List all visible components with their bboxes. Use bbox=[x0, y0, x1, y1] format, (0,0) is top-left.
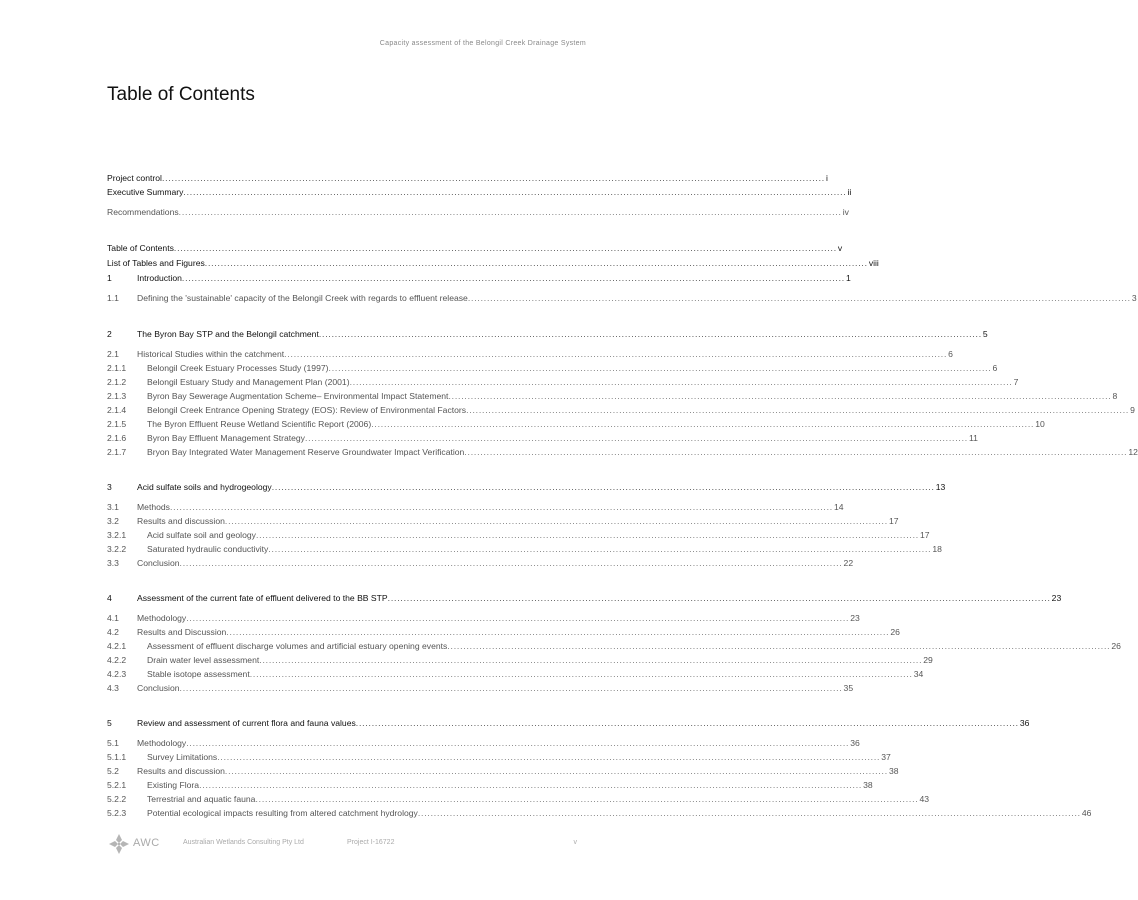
toc-entry-number: 2 bbox=[107, 329, 112, 339]
toc-entry-number: 5.1 bbox=[107, 738, 119, 748]
toc-entry-title: Review and assessment of current flora and fauna values bbox=[137, 718, 356, 728]
toc-entry-title: Belongil Creek Estuary Processes Study (1997) bbox=[147, 363, 329, 373]
toc-entry-title: Acid sulfate soils and hydrogeology bbox=[137, 482, 272, 492]
page-title: Table of Contents bbox=[107, 84, 255, 105]
toc-entry-title: Byron Bay Effluent Management Strategy bbox=[147, 433, 305, 443]
toc-leader-dots bbox=[179, 206, 842, 219]
toc-entry[interactable] bbox=[107, 751, 891, 764]
toc-entry-number: 5.2.2 bbox=[107, 794, 127, 804]
toc-leader-dots bbox=[464, 446, 1127, 459]
toc-entry-number: 4.2 bbox=[107, 627, 119, 637]
toc-entry-title: Results and discussion bbox=[137, 516, 225, 526]
toc-leader-dots bbox=[199, 779, 862, 792]
toc-entry[interactable] bbox=[107, 362, 998, 375]
toc-entry-title: Conclusion bbox=[137, 558, 180, 568]
toc-entry-page: 17 bbox=[919, 530, 930, 540]
toc-leader-dots bbox=[447, 640, 1110, 653]
toc-leader-dots bbox=[466, 404, 1129, 417]
toc-entry-number: 5.2.3 bbox=[107, 808, 127, 818]
toc-entry-page: viii bbox=[868, 258, 879, 268]
toc-entry-title: Recommendations bbox=[107, 207, 179, 217]
toc-entry[interactable] bbox=[107, 257, 879, 270]
toc-entry-title: Results and discussion bbox=[137, 766, 225, 776]
toc-entry-number: 4.2.1 bbox=[107, 641, 127, 651]
toc-entry-page: v bbox=[837, 243, 843, 253]
toc-entry[interactable] bbox=[107, 404, 1135, 417]
toc-entry-number: 5.2.1 bbox=[107, 780, 127, 790]
toc-entry[interactable] bbox=[107, 557, 854, 570]
toc-entry-title: Byron Bay Sewerage Augmentation Scheme– Environmental Impact Statement bbox=[147, 391, 449, 401]
toc-entry-number: 1 bbox=[107, 273, 112, 283]
toc-entry-number: 2.1.6 bbox=[107, 433, 127, 443]
toc-entry-title: Belongil Estuary Study and Management Plan (2001) bbox=[147, 377, 350, 387]
toc-entry-title: Bryon Bay Integrated Water Management Reserve Groundwater Impact Verification bbox=[147, 447, 465, 457]
toc-entry-page: 3 bbox=[1131, 293, 1137, 303]
toc-entry[interactable] bbox=[107, 529, 930, 542]
toc-entry-page: 9 bbox=[1130, 405, 1135, 415]
toc-entry[interactable] bbox=[107, 292, 1137, 305]
toc-entry-page: 14 bbox=[834, 502, 844, 512]
toc-entry[interactable] bbox=[107, 515, 899, 528]
toc-entry-page: 43 bbox=[919, 794, 930, 804]
toc-entry-page: i bbox=[825, 173, 828, 183]
toc-entry-number: 2.1.4 bbox=[107, 405, 127, 415]
toc-entry-title: Drain water level assessment bbox=[147, 655, 260, 665]
toc-leader-dots bbox=[250, 668, 913, 681]
toc-entry-page: 6 bbox=[992, 363, 998, 373]
toc-entry[interactable] bbox=[107, 242, 843, 255]
toc-entry[interactable] bbox=[107, 612, 860, 625]
toc-entry-number: 1.1 bbox=[107, 293, 119, 303]
toc-leader-dots bbox=[319, 328, 982, 341]
toc-entry[interactable] bbox=[107, 172, 828, 185]
toc-entry-title: Conclusion bbox=[137, 683, 180, 693]
toc-entry-page: 8 bbox=[1112, 391, 1118, 401]
toc-entry-number: 3.3 bbox=[107, 558, 119, 568]
toc-entry[interactable] bbox=[107, 807, 1092, 820]
toc-entry-number: 2.1.7 bbox=[107, 447, 127, 457]
toc-entry[interactable] bbox=[107, 272, 851, 285]
toc-entry-page: 18 bbox=[932, 544, 942, 554]
toc-entry[interactable] bbox=[107, 390, 1118, 403]
toc-leader-dots bbox=[350, 376, 1013, 389]
toc-entry-number: 3.1 bbox=[107, 502, 119, 512]
toc-leader-dots bbox=[259, 654, 922, 667]
toc-leader-dots bbox=[174, 242, 837, 255]
toc-entry-page: 29 bbox=[923, 655, 933, 665]
logo-text: AWC bbox=[133, 837, 160, 849]
toc-entry-number: 4 bbox=[107, 593, 112, 603]
toc-entry-title: Table of Contents bbox=[107, 243, 174, 253]
toc-entry-page: 37 bbox=[881, 752, 891, 762]
toc-leader-dots bbox=[356, 717, 1019, 730]
toc-entry-page: 1 bbox=[845, 273, 851, 283]
toc-entry-number: 4.3 bbox=[107, 683, 119, 693]
footer-project: Project I-16722 bbox=[347, 839, 395, 846]
toc-entry[interactable] bbox=[107, 640, 1121, 653]
toc-leader-dots bbox=[162, 172, 825, 185]
toc-entry-title: Results and Discussion bbox=[137, 627, 227, 637]
toc-entry-page: 26 bbox=[890, 627, 900, 637]
toc-entry[interactable] bbox=[107, 501, 844, 514]
toc-entry-page: 5 bbox=[982, 329, 988, 339]
toc-entry-title: Assessment of effluent discharge volumes and artificial estuary opening events bbox=[147, 641, 448, 651]
toc-leader-dots bbox=[329, 362, 992, 375]
toc-entry-number: 2.1 bbox=[107, 349, 119, 359]
toc-entry-page: 11 bbox=[969, 433, 978, 443]
toc-entry[interactable] bbox=[107, 481, 946, 494]
toc-entry-page: 38 bbox=[888, 766, 899, 776]
toc-leader-dots bbox=[226, 626, 889, 639]
toc-leader-dots bbox=[468, 292, 1131, 305]
toc-entry-title: Potential ecological impacts resulting from altered catchment hydrology bbox=[147, 808, 418, 818]
footer-company: Australian Wetlands Consulting Pty Ltd bbox=[183, 839, 304, 846]
toc-entry-number: 3.2.1 bbox=[107, 530, 127, 540]
toc-entry[interactable] bbox=[107, 668, 924, 681]
toc-entry[interactable] bbox=[107, 682, 854, 695]
toc-leader-dots bbox=[448, 390, 1111, 403]
toc-entry-number: 2.1.2 bbox=[107, 377, 127, 387]
toc-entry[interactable] bbox=[107, 186, 852, 199]
toc-entry-page: 13 bbox=[935, 482, 946, 492]
toc-entry-page: 7 bbox=[1013, 377, 1019, 387]
toc-leader-dots bbox=[170, 501, 833, 514]
toc-entry-page: 23 bbox=[850, 613, 860, 623]
toc-entry-page: 46 bbox=[1081, 808, 1092, 818]
toc-leader-dots bbox=[371, 418, 1034, 431]
toc-leader-dots bbox=[217, 751, 880, 764]
toc-entry[interactable] bbox=[107, 626, 900, 639]
page-footer bbox=[107, 832, 577, 856]
toc-entry[interactable] bbox=[107, 446, 1138, 459]
toc-entry-number: 5.2 bbox=[107, 766, 119, 776]
toc-leader-dots bbox=[284, 348, 947, 361]
toc-entry-title: Methodology bbox=[137, 613, 187, 623]
toc-entry-title: Belongil Creek Entrance Opening Strategy (EOS): Review of Environmental Factors bbox=[147, 405, 467, 415]
toc-leader-dots bbox=[268, 543, 931, 556]
toc-entry[interactable] bbox=[107, 206, 849, 219]
toc-entry-page: 35 bbox=[843, 683, 854, 693]
toc-leader-dots bbox=[256, 529, 919, 542]
toc-entry-page: 12 bbox=[1128, 447, 1138, 457]
toc-entry[interactable] bbox=[107, 543, 942, 556]
toc-entry-page: 38 bbox=[863, 780, 873, 790]
toc-leader-dots bbox=[418, 807, 1081, 820]
toc-leader-dots bbox=[183, 186, 846, 199]
toc-entry-number: 5.1.1 bbox=[107, 752, 127, 762]
toc-entry-title: The Byron Effluent Reuse Wetland Scientific Report (2006) bbox=[147, 419, 372, 429]
toc-entry-number: 4.2.3 bbox=[107, 669, 127, 679]
toc-entry-title: The Byron Bay STP and the Belongil catchment bbox=[137, 329, 319, 339]
toc-entry-number: 5 bbox=[107, 718, 112, 728]
toc-entry[interactable] bbox=[107, 654, 933, 667]
toc-leader-dots bbox=[180, 557, 843, 570]
awc-logo-icon bbox=[107, 832, 131, 856]
toc-entry[interactable] bbox=[107, 717, 1030, 730]
toc-entry[interactable] bbox=[107, 779, 873, 792]
toc-entry-number: 2.1.3 bbox=[107, 391, 127, 401]
toc-entry-title: Executive Summary bbox=[107, 187, 184, 197]
toc-entry-number: 3.2.2 bbox=[107, 544, 127, 554]
toc-entry-title: Existing Flora bbox=[147, 780, 200, 790]
toc-leader-dots bbox=[388, 592, 1051, 605]
toc-entry[interactable] bbox=[107, 348, 953, 361]
toc-entry-title: Assessment of the current fate of effluent delivered to the BB STP bbox=[137, 593, 388, 603]
toc-entry[interactable] bbox=[107, 737, 860, 750]
toc-leader-dots bbox=[225, 515, 888, 528]
toc-entry-title: Terrestrial and aquatic fauna bbox=[147, 794, 256, 804]
toc-entry[interactable] bbox=[107, 793, 930, 806]
toc-entry-page: 36 bbox=[850, 738, 860, 748]
running-header: Capacity assessment of the Belongil Creek Drainage System bbox=[379, 40, 586, 47]
toc-entry-title: Survey Limitations bbox=[147, 752, 218, 762]
toc-entry-page: 6 bbox=[948, 349, 953, 359]
toc-entry-page: iv bbox=[842, 207, 849, 217]
toc-leader-dots bbox=[272, 481, 935, 494]
toc-entry-number: 2.1.1 bbox=[107, 363, 127, 373]
toc-entry-title: Methods bbox=[137, 502, 170, 512]
toc-entry-title: Stable isotope assessment bbox=[147, 669, 250, 679]
toc-entry-page: 22 bbox=[843, 558, 854, 568]
toc-entry[interactable] bbox=[107, 376, 1019, 389]
toc-entry[interactable] bbox=[107, 328, 988, 341]
toc-entry-title: List of Tables and Figures bbox=[107, 258, 205, 268]
toc-entry-page: 17 bbox=[888, 516, 899, 526]
toc-entry-number: 3.2 bbox=[107, 516, 119, 526]
toc-leader-dots bbox=[186, 612, 849, 625]
toc-entry[interactable] bbox=[107, 765, 899, 778]
toc-entry-title: Historical Studies within the catchment bbox=[137, 349, 285, 359]
toc-leader-dots bbox=[225, 765, 888, 778]
toc-entry-page: 34 bbox=[913, 669, 924, 679]
toc-entry-number: 3 bbox=[107, 482, 112, 492]
toc-entry-title: Methodology bbox=[137, 738, 187, 748]
toc-entry-page: 36 bbox=[1019, 718, 1030, 728]
toc-entry-page: 10 bbox=[1035, 419, 1045, 429]
toc-entry[interactable] bbox=[107, 418, 1045, 431]
toc-entry-title: Acid sulfate soil and geology bbox=[147, 530, 256, 540]
toc-entry[interactable] bbox=[107, 432, 978, 445]
toc-leader-dots bbox=[305, 432, 968, 445]
toc-entry-number: 4.2.2 bbox=[107, 655, 127, 665]
toc-entry-page: ii bbox=[847, 187, 852, 197]
toc-leader-dots bbox=[180, 682, 843, 695]
toc-leader-dots bbox=[205, 257, 868, 270]
toc-entry-number: 4.1 bbox=[107, 613, 119, 623]
toc-entry-title: Saturated hydraulic conductivity bbox=[147, 544, 269, 554]
toc-entry-title: Introduction bbox=[137, 273, 182, 283]
toc-leader-dots bbox=[186, 737, 849, 750]
toc-entry-title: Defining the 'sustainable' capacity of the Belongil Creek with regards to effluent release bbox=[137, 293, 468, 303]
toc-entry-number: 2.1.5 bbox=[107, 419, 127, 429]
footer-page-number: v bbox=[573, 839, 577, 846]
toc-entry-title: Project control bbox=[107, 173, 162, 183]
toc-leader-dots bbox=[255, 793, 918, 806]
toc-entry-page: 23 bbox=[1051, 593, 1062, 603]
toc-entry-page: 26 bbox=[1111, 641, 1121, 651]
toc-leader-dots bbox=[182, 272, 845, 285]
toc-entry[interactable] bbox=[107, 592, 1062, 605]
